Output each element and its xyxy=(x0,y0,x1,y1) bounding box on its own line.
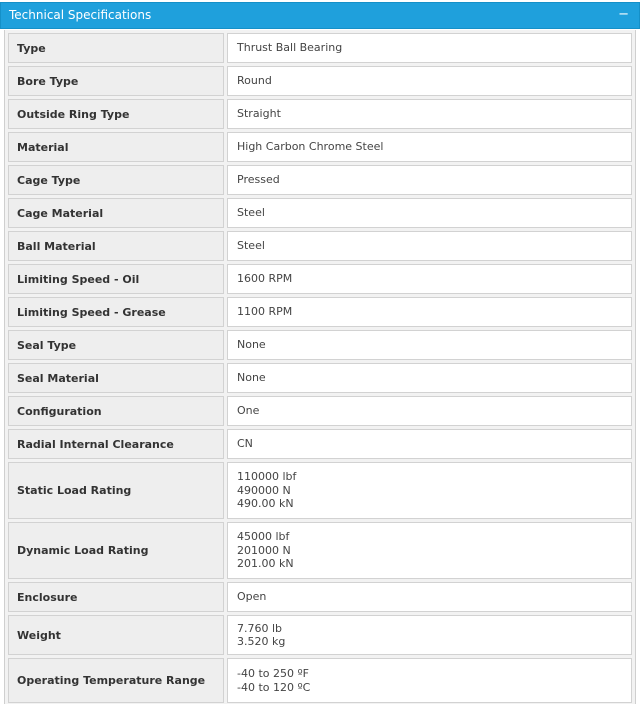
spec-row xyxy=(8,363,632,393)
spec-value xyxy=(227,330,632,360)
spec-value-line: Thrust Ball Bearing xyxy=(237,41,343,55)
spec-value xyxy=(227,231,632,261)
spec-label: Limiting Speed - Grease xyxy=(8,297,224,327)
spec-value xyxy=(227,132,632,162)
spec-row xyxy=(8,231,632,261)
spec-label: Dynamic Load Rating xyxy=(8,522,224,579)
spec-value-line: None xyxy=(237,338,266,352)
spec-value-line: Pressed xyxy=(237,173,280,187)
spec-row xyxy=(8,297,632,327)
spec-value xyxy=(227,198,632,228)
spec-value-line: 1100 RPM xyxy=(237,305,293,319)
panel-title: Technical Specifications xyxy=(9,8,152,22)
spec-label: Ball Material xyxy=(8,231,224,261)
spec-label: Weight xyxy=(8,615,224,655)
spec-label: Radial Internal Clearance xyxy=(8,429,224,459)
spec-value-line: One xyxy=(237,404,260,418)
spec-row xyxy=(8,582,632,612)
spec-value xyxy=(227,99,632,129)
specifications-table xyxy=(5,30,635,704)
spec-row xyxy=(8,165,632,195)
spec-label: Enclosure xyxy=(8,582,224,612)
spec-label: Type xyxy=(8,33,224,63)
spec-row xyxy=(8,522,632,579)
spec-value-line: 7.760 lb xyxy=(237,621,283,635)
spec-value-line: 3.520 kg xyxy=(237,635,286,648)
minus-icon[interactable]: − xyxy=(618,7,629,22)
spec-value-line: None xyxy=(237,371,266,385)
spec-value xyxy=(227,165,632,195)
spec-row xyxy=(8,132,632,162)
spec-row xyxy=(8,429,632,459)
spec-label: Cage Material xyxy=(8,198,224,228)
panel-header[interactable] xyxy=(0,2,640,29)
spec-label: Limiting Speed - Oil xyxy=(8,264,224,294)
spec-value-line: 201000 N xyxy=(237,543,291,557)
spec-value xyxy=(227,582,632,612)
spec-value-line: Straight xyxy=(237,107,281,121)
spec-row xyxy=(8,66,632,96)
spec-value xyxy=(227,429,632,459)
specifications-body xyxy=(4,30,636,704)
spec-value xyxy=(227,297,632,327)
spec-value xyxy=(227,462,632,519)
spec-value-line: Steel xyxy=(237,206,265,220)
spec-value-line: Round xyxy=(237,74,272,88)
spec-label: Static Load Rating xyxy=(8,462,224,519)
spec-row xyxy=(8,658,632,703)
spec-label: Operating Temperature Range xyxy=(8,658,224,703)
spec-row xyxy=(8,198,632,228)
spec-label: Bore Type xyxy=(8,66,224,96)
spec-value-line: -40 to 250 ºF xyxy=(237,667,310,680)
spec-value xyxy=(227,615,632,655)
spec-value xyxy=(227,658,632,703)
spec-value-line: Open xyxy=(237,590,267,604)
spec-row xyxy=(8,462,632,519)
spec-value-line: CN xyxy=(237,437,253,451)
spec-value-line: Steel xyxy=(237,239,265,253)
spec-label: Outside Ring Type xyxy=(8,99,224,129)
spec-value xyxy=(227,522,632,579)
spec-value-line: 201.00 kN xyxy=(237,557,294,571)
spec-row xyxy=(8,264,632,294)
spec-value-line: 1600 RPM xyxy=(237,272,293,286)
spec-label: Seal Type xyxy=(8,330,224,360)
spec-value-line: High Carbon Chrome Steel xyxy=(237,140,384,154)
spec-value-line: 110000 lbf xyxy=(237,470,297,484)
spec-label: Material xyxy=(8,132,224,162)
spec-value-line: 45000 lbf xyxy=(237,530,290,544)
spec-row xyxy=(8,615,632,655)
spec-row xyxy=(8,99,632,129)
spec-value-line: -40 to 120 ºC xyxy=(237,680,311,694)
spec-value xyxy=(227,363,632,393)
spec-row xyxy=(8,396,632,426)
spec-row xyxy=(8,330,632,360)
spec-value-line: 490000 N xyxy=(237,483,291,497)
spec-value xyxy=(227,66,632,96)
spec-label: Seal Material xyxy=(8,363,224,393)
spec-value xyxy=(227,396,632,426)
spec-label: Configuration xyxy=(8,396,224,426)
spec-label: Cage Type xyxy=(8,165,224,195)
spec-value xyxy=(227,33,632,63)
spec-value xyxy=(227,264,632,294)
spec-row xyxy=(8,33,632,63)
spec-value-line: 490.00 kN xyxy=(237,497,294,511)
